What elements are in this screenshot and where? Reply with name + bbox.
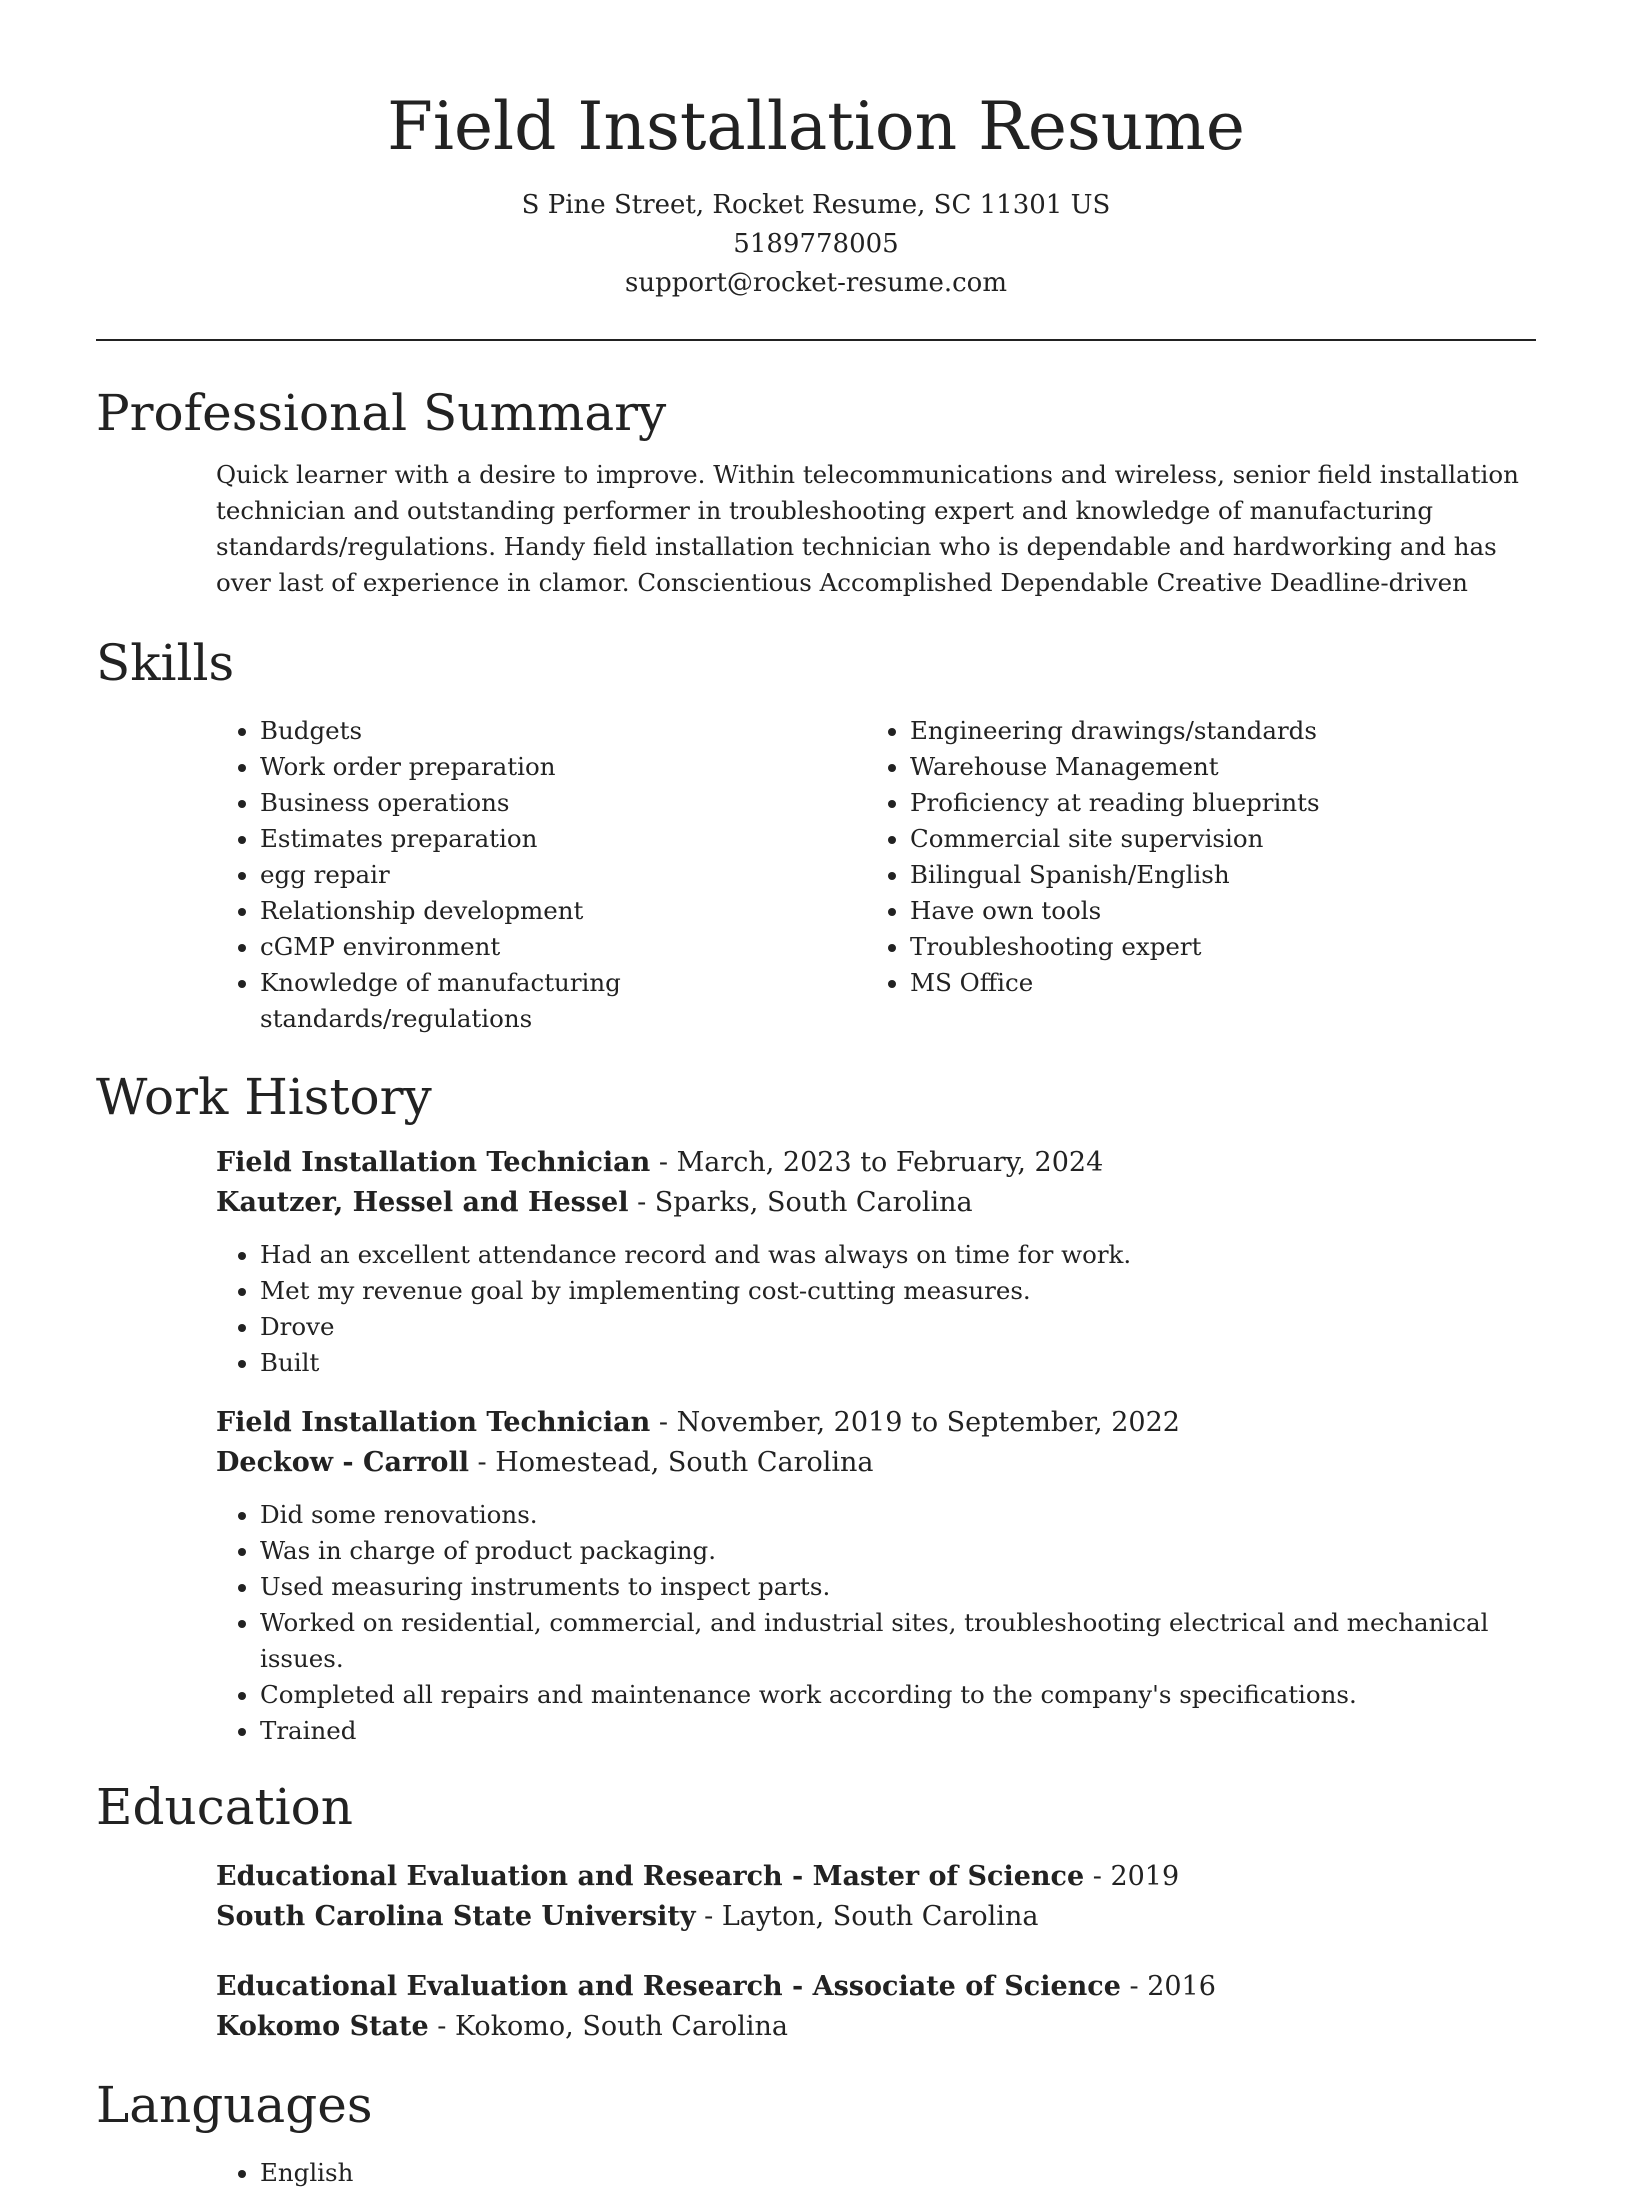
email: support@rocket-resume.com (624, 268, 1007, 298)
languages-section (96, 2069, 1536, 2191)
languages-heading: Languages (96, 2076, 373, 2134)
job-title: Field Installation Technician (216, 1147, 651, 1178)
job-title-line (216, 1403, 1536, 1443)
skill-item: • Budgets (260, 713, 866, 749)
education-entry (96, 1857, 1536, 1937)
school-location: - Layton, South Carolina (695, 1901, 1039, 1932)
skills-column-1 (216, 713, 866, 1037)
school: Kokomo State (216, 2011, 429, 2042)
job-entry (96, 1403, 1536, 1749)
work-history-heading: Work History (96, 1068, 432, 1126)
school: South Carolina State University (216, 1901, 696, 1932)
summary-heading: Professional Summary (96, 384, 667, 442)
school-line (216, 1897, 1536, 1937)
skill-item: • Engineering drawings/standards (910, 713, 1320, 749)
school-line (216, 2007, 1536, 2047)
job-location: - Homestead, South Carolina (468, 1447, 874, 1478)
job-bullet: • Had an excellent attendance record and was always on time for work. (260, 1237, 1536, 1273)
phone: 5189778005 (733, 229, 899, 259)
skill-item: • Troubleshooting expert (910, 929, 1320, 965)
skill-item: • Bilingual Spanish/English (910, 857, 1320, 893)
contact-info (96, 186, 1536, 303)
degree-year: - 2019 (1084, 1861, 1180, 1892)
job-bullet: • Worked on residential, commercial, and industrial sites, troubleshooting electrical and mechanical issues. (260, 1605, 1536, 1677)
job-title-line (216, 1143, 1536, 1183)
job-bullet: • Was in charge of product packaging. (260, 1533, 1536, 1569)
address: S Pine Street, Rocket Resume, SC 11301 US (521, 190, 1111, 220)
job-bullet: • Completed all repairs and maintenance work according to the company's specifications. (260, 1677, 1536, 1713)
resume-header (96, 0, 1536, 303)
job-location: - Sparks, South Carolina (628, 1187, 973, 1218)
skill-item: • Warehouse Management (910, 749, 1320, 785)
job-bullet: • Drove (260, 1309, 1536, 1345)
skills-heading: Skills (96, 634, 235, 692)
job-company-line (216, 1183, 1536, 1223)
header-divider (96, 339, 1536, 341)
language-item: • English (260, 2155, 1536, 2191)
skill-item: • Relationship development (260, 893, 866, 929)
job-title: Field Installation Technician (216, 1407, 651, 1438)
skill-item: • cGMP environment (260, 929, 866, 965)
job-dates: - November, 2019 to September, 2022 (650, 1407, 1180, 1438)
degree-year: - 2016 (1120, 1971, 1216, 2002)
education-section (96, 1771, 1536, 2047)
education-entry (96, 1967, 1536, 2047)
skill-item: • Business operations (260, 785, 866, 821)
skill-item: • egg repair (260, 857, 866, 893)
skills-section (96, 627, 1536, 1037)
job-bullet: • Trained (260, 1713, 1536, 1749)
skill-item: • Knowledge of manufacturing standards/regulations (260, 965, 866, 1037)
job-company: Deckow - Carroll (216, 1447, 469, 1478)
school-location: - Kokomo, South Carolina (428, 2011, 788, 2042)
job-bullet: • Did some renovations. (260, 1497, 1536, 1533)
job-dates: - March, 2023 to February, 2024 (650, 1147, 1104, 1178)
work-history-section (96, 1061, 1536, 1749)
job-company-line (216, 1443, 1536, 1483)
skills-column-2 (866, 713, 1320, 1037)
degree: Educational Evaluation and Research - Master of Science (216, 1861, 1085, 1892)
skills-list (96, 713, 1536, 1037)
job-bullet: • Used measuring instruments to inspect parts. (260, 1569, 1536, 1605)
job-company: Kautzer, Hessel and Hessel (216, 1187, 629, 1218)
degree-line (216, 1967, 1536, 2007)
resume-title: Field Installation Resume (387, 88, 1245, 165)
summary-text: Quick learner with a desire to improve. Within telecommunications and wireless, senior field installation technician and outstanding performer in troubleshooting expert and knowledge of manufacturing standards/regulations. Handy field installation technician who is dependable and hardworking and has over last of experience in clamor. Conscientious Accomplished Dependable Creative Deadline-driven (216, 460, 1519, 597)
degree-line (216, 1857, 1536, 1897)
summary-section (96, 377, 1536, 601)
skill-item: • Work order preparation (260, 749, 866, 785)
job-entry (96, 1143, 1536, 1381)
skill-item: • Estimates preparation (260, 821, 866, 857)
resume-page (96, 0, 1536, 2191)
languages-list (216, 2155, 1536, 2191)
skill-item: • MS Office (910, 965, 1320, 1001)
education-heading: Education (96, 1778, 353, 1836)
job-bullets (216, 1237, 1536, 1381)
job-bullet: • Met my revenue goal by implementing cost-cutting measures. (260, 1273, 1536, 1309)
skill-item: • Proficiency at reading blueprints (910, 785, 1320, 821)
job-bullet: • Built (260, 1345, 1536, 1381)
degree: Educational Evaluation and Research - Associate of Science (216, 1971, 1121, 2002)
job-bullets (216, 1497, 1536, 1749)
skill-item: • Commercial site supervision (910, 821, 1320, 857)
skill-item: • Have own tools (910, 893, 1320, 929)
